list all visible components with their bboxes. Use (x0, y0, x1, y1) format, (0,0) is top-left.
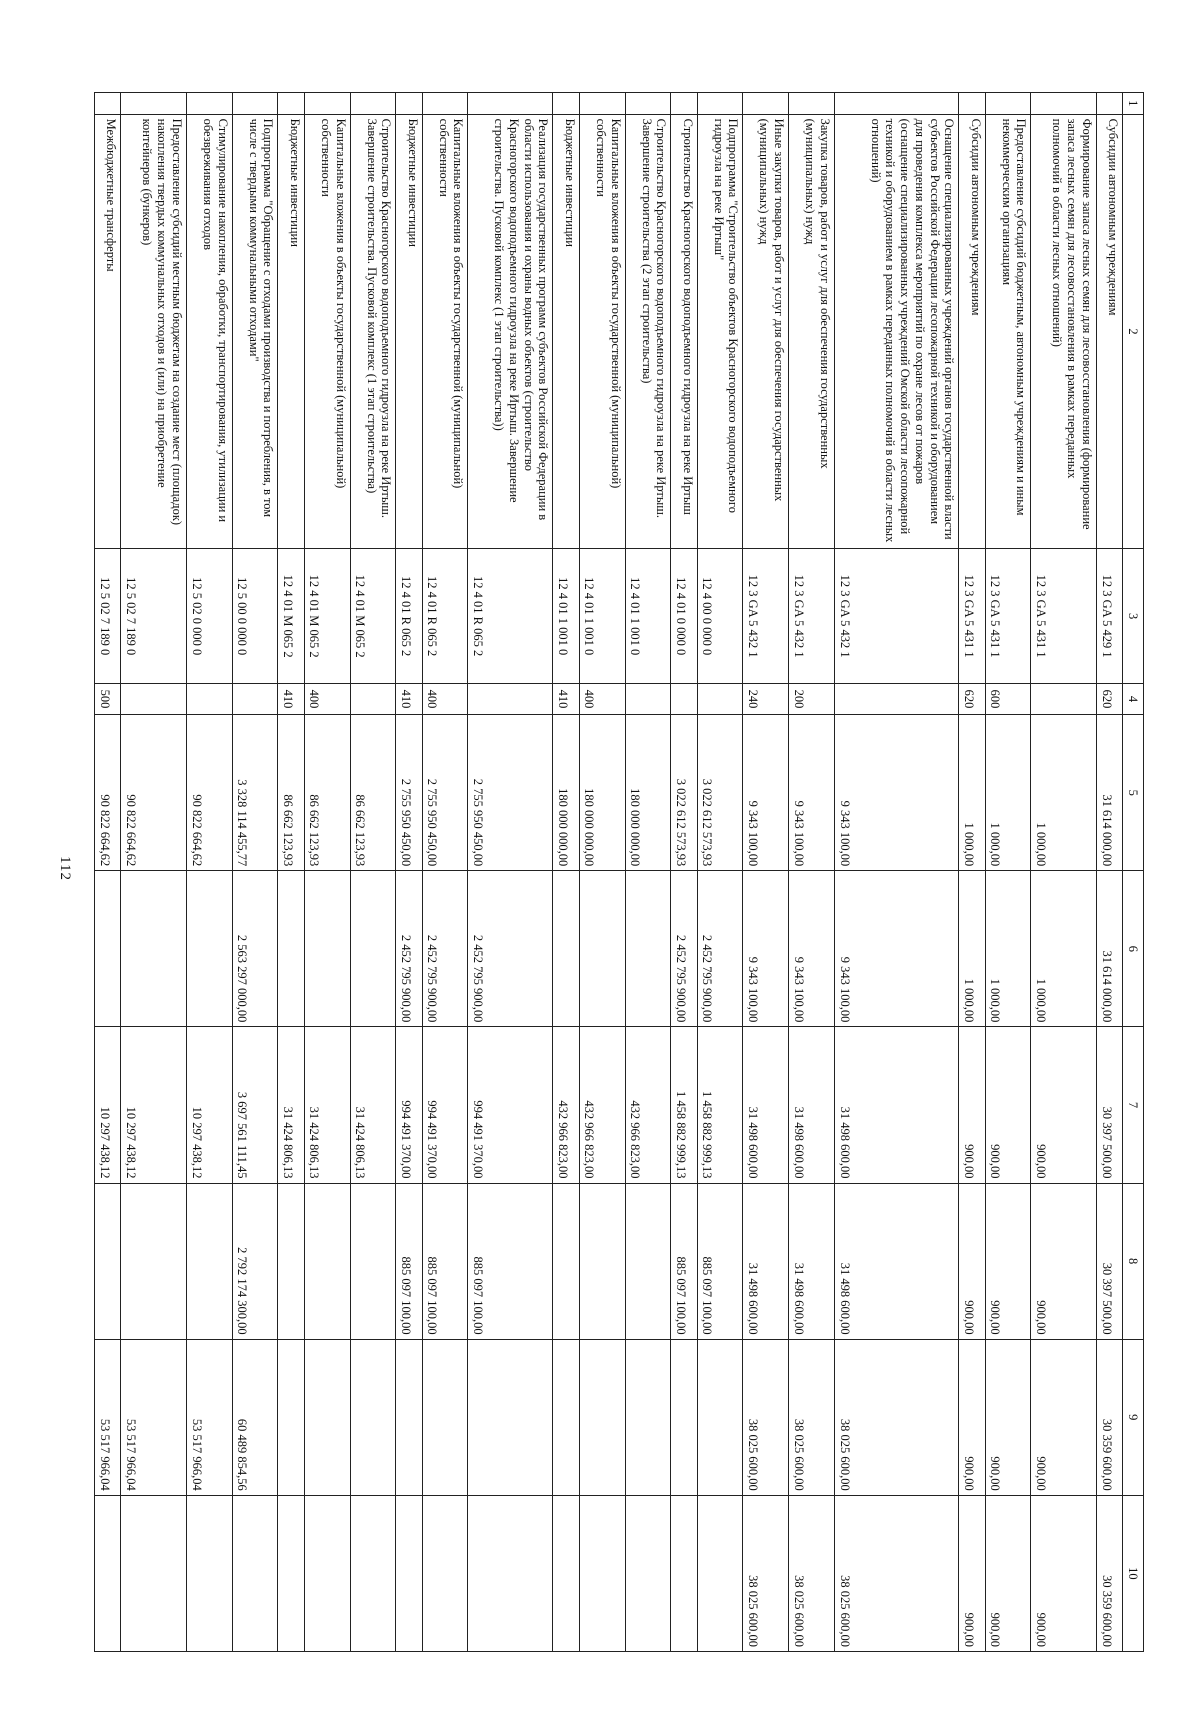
table-row (95, 93, 121, 1652)
amount-col9-cell: 900,00 (959, 1339, 985, 1495)
budget-code-cell: 12 4 01 R 065 2 (468, 549, 553, 684)
budget-code-cell: 12 4 01 M 065 2 (350, 549, 396, 684)
budget-code-cell: 12 4 01 1 001 0 (579, 549, 625, 684)
budget-code-cell: 12 4 01 M 065 2 (304, 549, 350, 684)
budget-code-cell: 12 3 GA 5 429 1 (1096, 549, 1122, 684)
row-index-cell (743, 93, 789, 115)
amount-col6-cell (186, 871, 232, 1027)
expense-group-cell: 400 (579, 683, 625, 714)
amount-col5-cell: 3 022 612 573,93 (697, 715, 743, 871)
table-row (1096, 93, 1122, 1652)
row-index-cell (1096, 93, 1122, 115)
amount-col5-cell: 90 822 664,62 (95, 715, 121, 871)
item-name-cell: Подпрограмма "Обращение с отходами производства и потребления, в том числе с твердыми коммунальными отходами" (232, 114, 278, 549)
amount-col5-cell: 180 000 000,00 (625, 715, 671, 871)
budget-code-cell: 12 4 01 M 065 2 (278, 549, 304, 684)
item-name-cell: Бюджетные инвестиции (553, 114, 579, 549)
amount-col8-cell (278, 1183, 304, 1339)
row-index-cell (304, 93, 350, 115)
amount-col6-cell (278, 871, 304, 1027)
amount-col5-cell: 86 662 123,93 (278, 715, 304, 871)
expense-group-cell: 400 (304, 683, 350, 714)
item-name-cell: Оснащение специализированных учреждений органов государственной власти субъектов Российской Федерации лесопожарной техникой и оборудованием для проведения комплекса мероприятий по охране лесов от пожаров (оснащение специализированных учреждений Омской области лесопожарной техникой и оборудованием в рамках переданных полномочий в области лесных отношений) (835, 114, 959, 549)
amount-col7-cell: 10 297 438,12 (121, 1027, 186, 1183)
amount-col6-cell: 2 452 795 900,00 (468, 871, 553, 1027)
amount-col5-cell: 9 343 100,00 (835, 715, 959, 871)
item-name-cell: Строительство Красногорского водоподъемного гидроузла на реке Иртыш. Завершение строительства (2 этап строительства) (625, 114, 671, 549)
amount-col7-cell: 1 458 882 999,13 (671, 1027, 697, 1183)
amount-col10-cell (278, 1495, 304, 1651)
table-row (422, 93, 468, 1652)
budget-code-cell: 12 3 GA 5 432 1 (835, 549, 959, 684)
table-row (396, 93, 422, 1652)
amount-col10-cell (232, 1495, 278, 1651)
amount-col6-cell (121, 871, 186, 1027)
item-name-cell: Предоставление субсидий бюджетным, автономным учреждениям и иным некоммерческим организациям (985, 114, 1031, 549)
expense-group-cell: 620 (1096, 683, 1122, 714)
amount-col7-cell: 432 966 823,00 (553, 1027, 579, 1183)
amount-col8-cell: 900,00 (985, 1183, 1031, 1339)
amount-col8-cell: 31 498 600,00 (789, 1183, 835, 1339)
amount-col10-cell (697, 1495, 743, 1651)
amount-col9-cell (625, 1339, 671, 1495)
expense-group-cell (350, 683, 396, 714)
column-header: 10 (1123, 1495, 1144, 1651)
amount-col8-cell (553, 1183, 579, 1339)
amount-col10-cell (468, 1495, 553, 1651)
expense-group-cell: 410 (278, 683, 304, 714)
row-index-cell (396, 93, 422, 115)
row-index-cell (1031, 93, 1096, 115)
budget-code-cell: 12 5 00 0 000 0 (232, 549, 278, 684)
expense-group-cell (697, 683, 743, 714)
amount-col10-cell: 38 025 600,00 (789, 1495, 835, 1651)
row-index-cell (278, 93, 304, 115)
column-header: 8 (1123, 1183, 1144, 1339)
row-index-cell (579, 93, 625, 115)
column-header: 7 (1123, 1027, 1144, 1183)
amount-col6-cell: 1 000,00 (959, 871, 985, 1027)
table-row (625, 93, 671, 1652)
table-row (959, 93, 985, 1652)
rotated-table-wrapper (94, 92, 1144, 1652)
amount-col6-cell: 2 452 795 900,00 (396, 871, 422, 1027)
expense-group-cell: 410 (396, 683, 422, 714)
amount-col5-cell: 90 822 664,62 (186, 715, 232, 871)
budget-code-cell: 12 4 01 0 000 0 (671, 549, 697, 684)
expense-group-cell (468, 683, 553, 714)
amount-col6-cell (625, 871, 671, 1027)
item-name-cell: Закупка товаров, работ и услуг для обеспечения государственных (муниципальных) нужд (789, 114, 835, 549)
amount-col9-cell (553, 1339, 579, 1495)
budget-table (94, 92, 1144, 1652)
table-row (186, 93, 232, 1652)
item-name-cell: Капитальные вложения в объекты государственной (муниципальной) собственности (422, 114, 468, 549)
amount-col6-cell: 2 563 297 000,00 (232, 871, 278, 1027)
amount-col10-cell (671, 1495, 697, 1651)
amount-col6-cell: 2 452 795 900,00 (697, 871, 743, 1027)
amount-col7-cell: 994 491 370,00 (422, 1027, 468, 1183)
amount-col7-cell: 900,00 (1031, 1027, 1096, 1183)
amount-col10-cell (121, 1495, 186, 1651)
amount-col5-cell: 9 343 100,00 (789, 715, 835, 871)
amount-col7-cell: 10 297 438,12 (95, 1027, 121, 1183)
amount-col7-cell: 31 498 600,00 (835, 1027, 959, 1183)
amount-col9-cell: 30 359 600,00 (1096, 1339, 1122, 1495)
amount-col9-cell (422, 1339, 468, 1495)
amount-col10-cell (553, 1495, 579, 1651)
amount-col10-cell: 900,00 (1031, 1495, 1096, 1651)
amount-col7-cell: 31 424 806,13 (304, 1027, 350, 1183)
amount-col10-cell (625, 1495, 671, 1651)
row-index-cell (121, 93, 186, 115)
budget-code-cell: 12 4 01 1 001 0 (553, 549, 579, 684)
amount-col5-cell: 90 822 664,62 (121, 715, 186, 871)
row-index-cell (697, 93, 743, 115)
amount-col8-cell: 900,00 (1031, 1183, 1096, 1339)
expense-group-cell: 410 (553, 683, 579, 714)
expense-group-cell: 240 (743, 683, 789, 714)
amount-col5-cell: 31 614 000,00 (1096, 715, 1122, 871)
column-header: 3 (1123, 549, 1144, 684)
table-row (743, 93, 789, 1652)
budget-code-cell: 12 4 01 1 001 0 (625, 549, 671, 684)
amount-col6-cell (304, 871, 350, 1027)
amount-col8-cell (186, 1183, 232, 1339)
budget-code-cell: 12 4 01 R 065 2 (396, 549, 422, 684)
amount-col7-cell: 900,00 (985, 1027, 1031, 1183)
amount-col8-cell (350, 1183, 396, 1339)
item-name-cell: Капитальные вложения в объекты государственной (муниципальной) собственности (579, 114, 625, 549)
amount-col8-cell (121, 1183, 186, 1339)
amount-col9-cell (350, 1339, 396, 1495)
amount-col7-cell: 31 424 806,13 (278, 1027, 304, 1183)
item-name-cell: Подпрограмма "Строительство объектов Красногорского водоподъемного гидроузла на реке Иртыш" (697, 114, 743, 549)
column-header: 5 (1123, 715, 1144, 871)
amount-col10-cell: 900,00 (985, 1495, 1031, 1651)
amount-col9-cell (396, 1339, 422, 1495)
amount-col8-cell (579, 1183, 625, 1339)
row-index-cell (835, 93, 959, 115)
table-row (121, 93, 186, 1652)
item-name-cell: Иные закупки товаров, работ и услуг для обеспечения государственных (муниципальных) нужд (743, 114, 789, 549)
table-body (95, 93, 1123, 1652)
amount-col8-cell: 885 097 100,00 (468, 1183, 553, 1339)
amount-col7-cell: 1 458 882 999,13 (697, 1027, 743, 1183)
expense-group-cell: 600 (985, 683, 1031, 714)
amount-col6-cell: 2 452 795 900,00 (422, 871, 468, 1027)
item-name-cell: Предоставление субсидий местным бюджетам на создание мест (площадок) накопления твердых коммунальных отходов и (или) на приобретение контейнеров (бункеров) (121, 114, 186, 549)
amount-col9-cell: 38 025 600,00 (835, 1339, 959, 1495)
item-name-cell: Стимулирование накопления, обработки, транспортирования, утилизации и обезвреживания отходов (186, 114, 232, 549)
amount-col7-cell: 432 966 823,00 (579, 1027, 625, 1183)
budget-code-cell: 12 5 02 7 189 0 (121, 549, 186, 684)
item-name-cell: Бюджетные инвестиции (278, 114, 304, 549)
expense-group-cell (232, 683, 278, 714)
item-name-cell: Капитальные вложения в объекты государственной (муниципальной) собственности (304, 114, 350, 549)
amount-col10-cell (396, 1495, 422, 1651)
amount-col9-cell: 38 025 600,00 (789, 1339, 835, 1495)
expense-group-cell: 500 (95, 683, 121, 714)
expense-group-cell (121, 683, 186, 714)
item-name-cell: Субсидии автономным учреждениям (959, 114, 985, 549)
amount-col7-cell: 900,00 (959, 1027, 985, 1183)
amount-col6-cell: 31 614 000,00 (1096, 871, 1122, 1027)
amount-col8-cell: 885 097 100,00 (422, 1183, 468, 1339)
row-index-cell (468, 93, 553, 115)
amount-col10-cell (422, 1495, 468, 1651)
expense-group-cell (671, 683, 697, 714)
table-row (1031, 93, 1096, 1652)
amount-col6-cell: 1 000,00 (985, 871, 1031, 1027)
row-index-cell (232, 93, 278, 115)
amount-col7-cell: 31 424 806,13 (350, 1027, 396, 1183)
amount-col10-cell (304, 1495, 350, 1651)
amount-col7-cell: 31 498 600,00 (743, 1027, 789, 1183)
amount-col5-cell: 2 755 950 450,00 (422, 715, 468, 871)
amount-col8-cell (304, 1183, 350, 1339)
amount-col10-cell: 38 025 600,00 (835, 1495, 959, 1651)
column-header: 6 (1123, 871, 1144, 1027)
amount-col8-cell: 885 097 100,00 (396, 1183, 422, 1339)
row-index-cell (959, 93, 985, 115)
budget-code-cell: 12 5 02 7 189 0 (95, 549, 121, 684)
expense-group-cell (625, 683, 671, 714)
expense-group-cell (186, 683, 232, 714)
page-number: 112 (56, 856, 73, 881)
table-row (697, 93, 743, 1652)
amount-col6-cell: 1 000,00 (1031, 871, 1096, 1027)
item-name-cell: Формирование запаса лесных семян для лесовосстановления (формирование запаса лесных семян для лесовосстановления в рамках переданных полномочий в области лесных отношений) (1031, 114, 1096, 549)
amount-col7-cell: 31 498 600,00 (789, 1027, 835, 1183)
amount-col5-cell: 180 000 000,00 (579, 715, 625, 871)
amount-col10-cell (579, 1495, 625, 1651)
amount-col7-cell: 994 491 370,00 (468, 1027, 553, 1183)
amount-col5-cell: 3 022 612 573,93 (671, 715, 697, 871)
budget-code-cell: 12 3 GA 5 432 1 (743, 549, 789, 684)
table-row (579, 93, 625, 1652)
amount-col10-cell: 38 025 600,00 (743, 1495, 789, 1651)
amount-col9-cell (671, 1339, 697, 1495)
row-index-cell (95, 93, 121, 115)
amount-col6-cell (95, 871, 121, 1027)
table-row (232, 93, 278, 1652)
budget-code-cell: 12 3 GA 5 431 1 (1031, 549, 1096, 684)
amount-col6-cell: 2 452 795 900,00 (671, 871, 697, 1027)
amount-col8-cell (95, 1183, 121, 1339)
amount-col5-cell: 3 328 114 455,77 (232, 715, 278, 871)
amount-col5-cell: 2 755 950 450,00 (468, 715, 553, 871)
amount-col9-cell (697, 1339, 743, 1495)
amount-col8-cell: 885 097 100,00 (671, 1183, 697, 1339)
row-index-cell (625, 93, 671, 115)
amount-col9-cell: 60 489 854,56 (232, 1339, 278, 1495)
amount-col8-cell: 900,00 (959, 1183, 985, 1339)
column-header: 4 (1123, 683, 1144, 714)
item-name-cell: Субсидии автономным учреждениям (1096, 114, 1122, 549)
item-name-cell: Межбюджетные трансферты (95, 114, 121, 549)
amount-col8-cell: 31 498 600,00 (743, 1183, 789, 1339)
amount-col5-cell: 86 662 123,93 (304, 715, 350, 871)
amount-col9-cell (304, 1339, 350, 1495)
amount-col7-cell: 432 966 823,00 (625, 1027, 671, 1183)
row-index-cell (186, 93, 232, 115)
amount-col6-cell (553, 871, 579, 1027)
table-row (789, 93, 835, 1652)
amount-col9-cell: 53 517 966,04 (95, 1339, 121, 1495)
row-index-cell (789, 93, 835, 115)
amount-col8-cell: 2 792 174 300,00 (232, 1183, 278, 1339)
column-header: 9 (1123, 1339, 1144, 1495)
amount-col5-cell: 1 000,00 (985, 715, 1031, 871)
row-index-cell (985, 93, 1031, 115)
budget-code-cell: 12 4 01 R 065 2 (422, 549, 468, 684)
budget-code-cell: 12 3 GA 5 432 1 (789, 549, 835, 684)
row-index-cell (553, 93, 579, 115)
amount-col5-cell: 1 000,00 (1031, 715, 1096, 871)
amount-col7-cell: 30 397 500,00 (1096, 1027, 1122, 1183)
amount-col5-cell: 9 343 100,00 (743, 715, 789, 871)
amount-col10-cell (95, 1495, 121, 1651)
amount-col6-cell: 9 343 100,00 (743, 871, 789, 1027)
amount-col9-cell: 38 025 600,00 (743, 1339, 789, 1495)
amount-col6-cell: 9 343 100,00 (835, 871, 959, 1027)
table-row (671, 93, 697, 1652)
item-name-cell: Бюджетные инвестиции (396, 114, 422, 549)
amount-col7-cell: 3 697 561 111,45 (232, 1027, 278, 1183)
expense-group-cell: 400 (422, 683, 468, 714)
amount-col5-cell: 180 000 000,00 (553, 715, 579, 871)
budget-code-cell: 12 3 GA 5 431 1 (985, 549, 1031, 684)
amount-col9-cell (579, 1339, 625, 1495)
amount-col5-cell: 86 662 123,93 (350, 715, 396, 871)
amount-col5-cell: 2 755 950 450,00 (396, 715, 422, 871)
row-index-cell (350, 93, 396, 115)
amount-col9-cell: 900,00 (985, 1339, 1031, 1495)
amount-col9-cell: 53 517 966,04 (186, 1339, 232, 1495)
table-row (553, 93, 579, 1652)
amount-col6-cell (350, 871, 396, 1027)
table-row (304, 93, 350, 1652)
amount-col10-cell: 900,00 (959, 1495, 985, 1651)
table-row (835, 93, 959, 1652)
amount-col5-cell: 1 000,00 (959, 715, 985, 871)
amount-col7-cell: 10 297 438,12 (186, 1027, 232, 1183)
expense-group-cell: 620 (959, 683, 985, 714)
amount-col8-cell (625, 1183, 671, 1339)
expense-group-cell (1031, 683, 1096, 714)
row-index-cell (422, 93, 468, 115)
amount-col10-cell (350, 1495, 396, 1651)
amount-col10-cell (186, 1495, 232, 1651)
item-name-cell: Строительство Красногорского водоподъемного гидроузла на реке Иртыш. Завершение строительства. Пусковой комплекс (1 этап строительства) (350, 114, 396, 549)
amount-col9-cell (278, 1339, 304, 1495)
column-header: 2 (1123, 114, 1144, 549)
amount-col9-cell (468, 1339, 553, 1495)
budget-code-cell: 12 3 GA 5 431 1 (959, 549, 985, 684)
expense-group-cell (835, 683, 959, 714)
amount-col7-cell: 994 491 370,00 (396, 1027, 422, 1183)
table-row (985, 93, 1031, 1652)
item-name-cell: Реализация государственных программ субъектов Российской Федерации в области использования и охраны водных объектов (строительство Красногорского водоподъемного гидроузла на реке Иртыш. Завершение строительства. Пусковой комплекс (1 этап строительства)) (468, 114, 553, 549)
amount-col8-cell: 30 397 500,00 (1096, 1183, 1122, 1339)
amount-col9-cell: 900,00 (1031, 1339, 1096, 1495)
amount-col10-cell: 30 359 600,00 (1096, 1495, 1122, 1651)
amount-col9-cell: 53 517 966,04 (121, 1339, 186, 1495)
header-row (1123, 93, 1144, 1652)
table-row (278, 93, 304, 1652)
table-row (468, 93, 553, 1652)
amount-col8-cell: 885 097 100,00 (697, 1183, 743, 1339)
amount-col8-cell: 31 498 600,00 (835, 1183, 959, 1339)
budget-code-cell: 12 4 00 0 000 0 (697, 549, 743, 684)
row-index-cell (671, 93, 697, 115)
item-name-cell: Строительство Красногорского водоподъемного гидроузла на реке Иртыш (671, 114, 697, 549)
amount-col6-cell (579, 871, 625, 1027)
table-row (350, 93, 396, 1652)
column-header: 1 (1123, 93, 1144, 115)
budget-code-cell: 12 5 02 0 000 0 (186, 549, 232, 684)
expense-group-cell: 200 (789, 683, 835, 714)
amount-col6-cell: 9 343 100,00 (789, 871, 835, 1027)
